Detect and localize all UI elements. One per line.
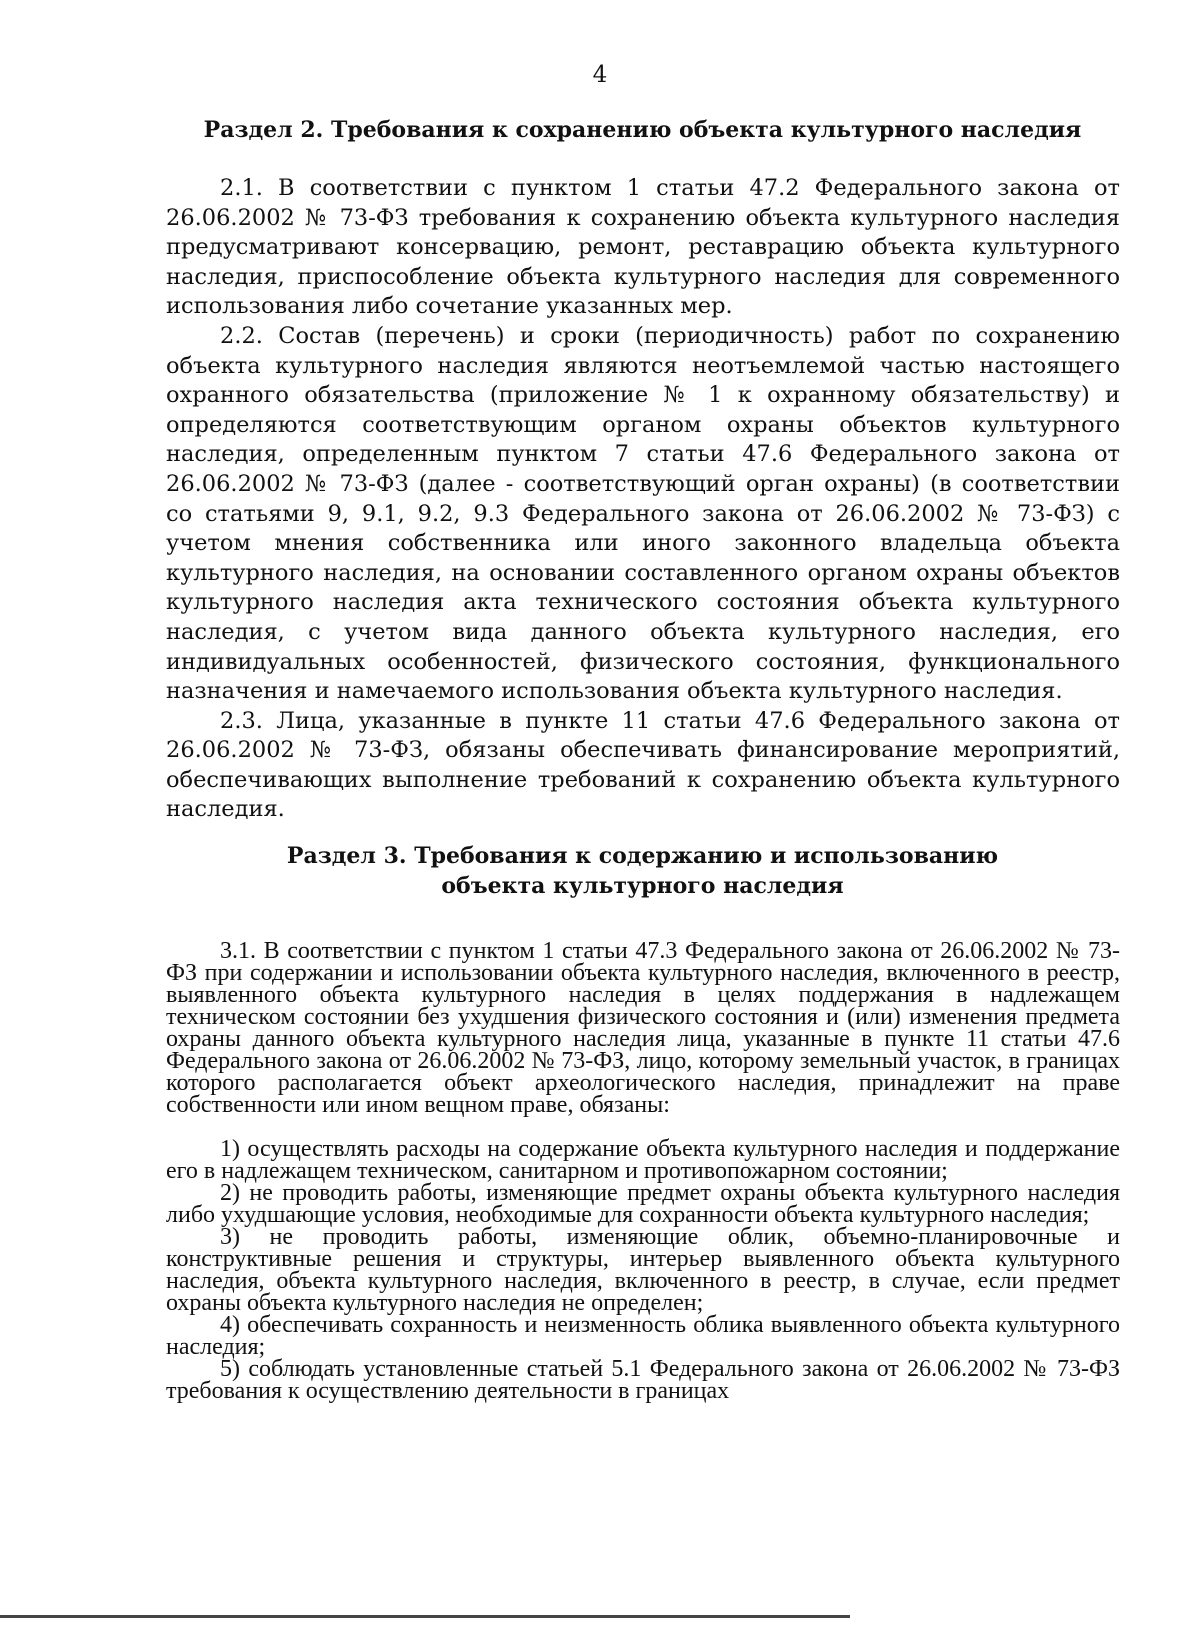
section-3-body — [166, 940, 1120, 1402]
section-2-heading-text: Раздел 2. Требования к сохранению объекта культурного наследия — [203, 117, 1082, 143]
list-item-5: 5) соблюдать установленные статьей 5.1 Федерального закона от 26.06.2002 № 73-ФЗ требования к осуществлению деятельности в границах — [166, 1356, 1120, 1404]
section-3-heading-line-2: объекта культурного наследия — [441, 873, 844, 899]
list-item-3: 3) не проводить работы, изменяющие облик, объемно-планировочные и конструктивные решения и структуры, интерьер выявленного объекта культурного наследия, объекта культурного наследия, включенного в реестр, в случае, если предмет охраны объекта культурного наследия не определен; — [166, 1224, 1120, 1316]
page-number: 4 — [592, 62, 608, 88]
list-item-4: 4) обеспечивать сохранность и неизменность облика выявленного объекта культурного наследия; — [166, 1312, 1120, 1360]
section-3-heading-line-1: Раздел 3. Требования к содержанию и использованию — [286, 843, 999, 869]
paragraph-2-2: 2.2. Состав (перечень) и сроки (периодичность) работ по сохранению объекта культурного наследия являются неотъемлемой частью настоящего охранного обязательства (приложение № 1 к охранному обязательству) и определяются соответствующим органом охраны объектов культурного наследия, определенным пунктом 7 статьи 47.6 Федерального закона от 26.06.2002 № 73-ФЗ (далее - соответствующий орган охраны) (в соответствии со статьями 9, 9.1, 9.2, 9.3 Федерального закона от 26.06.2002 № 73-ФЗ) с учетом мнения собственника или иного законного владельца объекта культурного наследия, на основании составленного органом охраны объектов культурного наследия акта технического состояния объекта культурного наследия, с учетом вида данного объекта культурного наследия, его индивидуальных особенностей, физического состояния, функционального назначения и намечаемого использования объекта культурного наследия. — [166, 322, 1120, 705]
scan-edge-line — [0, 1615, 850, 1618]
section-2-body — [166, 174, 1120, 825]
paragraph-2-3: 2.3. Лица, указанные в пункте 11 статьи 47.6 Федерального закона от 26.06.2002 № 73-ФЗ, обязаны обеспечивать финансирование мероприятий, обеспечивающих выполнение требований к сохранению объекта культурного наследия. — [166, 707, 1120, 823]
paragraph-3-1: 3.1. В соответствии с пунктом 1 статьи 47.3 Федерального закона от 26.06.2002 № 73-ФЗ при содержании и использовании объекта культурного наследия, включенного в реестр, выявленного объекта культурного наследия в целях поддержания в надлежащем техническом состоянии без ухудшения физического состояния и (или) изменения предмета охраны данного объекта культурного наследия лица, указанные в пункте 11 статьи 47.6 Федерального закона от 26.06.2002 № 73-ФЗ, лицо, которому земельный участок, в границах которого располагается объект археологического наследия, принадлежит на праве собственности или ином вещном праве, обязаны: — [166, 938, 1120, 1118]
list-item-2: 2) не проводить работы, изменяющие предмет охраны объекта культурного наследия либо ухудшающие условия, необходимые для сохранности объекта культурного наследия; — [166, 1180, 1120, 1228]
section-3-heading — [165, 841, 1120, 901]
section-2-heading — [165, 115, 1120, 145]
paragraph-2-1: 2.1. В соответствии с пунктом 1 статьи 47.2 Федерального закона от 26.06.2002 № 73-ФЗ требования к сохранению объекта культурного наследия предусматривают консервацию, ремонт, реставрацию объекта культурного наследия, приспособление объекта культурного наследия для современного использования либо сочетание указанных мер. — [166, 175, 1120, 320]
list-item-1: 1) осуществлять расходы на содержание объекта культурного наследия и поддержание его в надлежащем техническом, санитарном и противопожарном состоянии; — [166, 1136, 1120, 1184]
paragraph-gap — [166, 1116, 1120, 1138]
